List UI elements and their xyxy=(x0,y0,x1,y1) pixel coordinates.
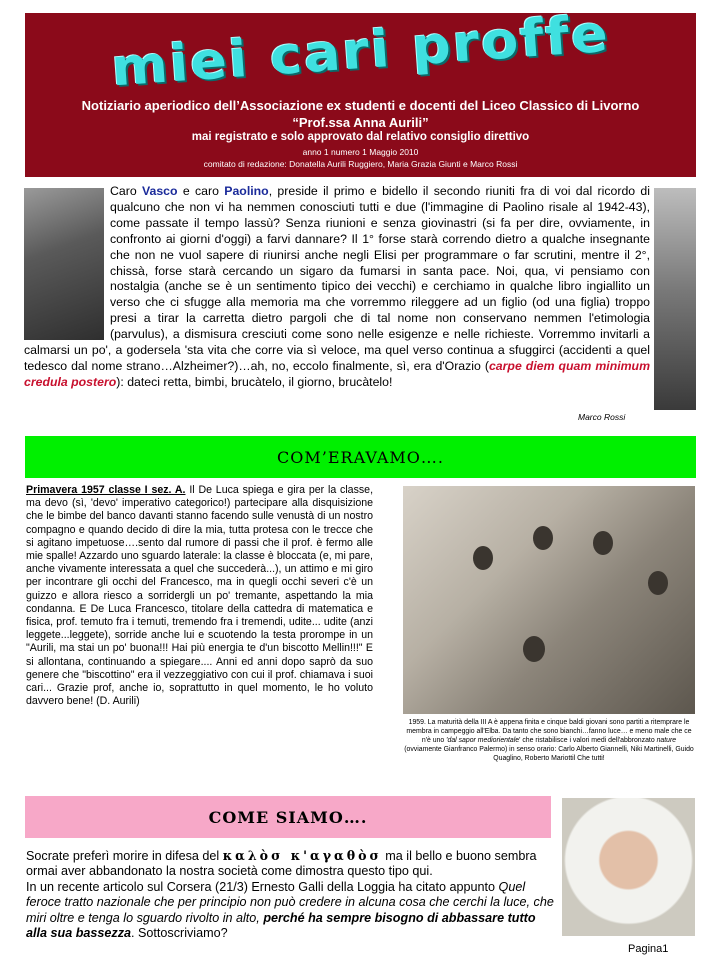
siamo-text-4: . Sottoscriviamo? xyxy=(131,926,228,941)
photo-figure xyxy=(533,526,553,550)
photo-campeggio-elba xyxy=(403,486,695,714)
primavera-article xyxy=(26,484,373,708)
primavera-body: Il De Luca spiega e gira per la classe, ma devo (sì, 'devo' imperativo categorico!) partecipare alla disquisizione che le bimbe del banco davanti stanno facendo sulle venustà di un nostro compagno e quando decido di dire la mia, tutta protesa con le trecce che si agitano impetuose….sento dal rumore di passi che il prof. è fermo alle mie spalle! Azzardo uno sguardo laterale: la classe è bloccata (e, mi pare, anche vivamente interessata a quel che succederà...), un attimo e mi giro per incontrare gli occhi del Francesco, ma in quegli occhi severi c'è un guizzo e allora riesco a sorridergli un po' tremante, aspettando la mia condanna. E De Luca Francesco, titolare della cattedra di matematica e fisica, prof. temuto fra i temuti, tremendo fra i tremendi, udite... udite (anzi leggete...leggete), sorride anche lui e scuotendo la testa prorompe in un "Aurili, ma stai un po' buona!!! Hai più energia te d'un biscotto Mellin!!!" E si allontana, continuando a spiegare.... Anni ed anni dopo saprò da suo genere che "biscottino" era il vezzeggiativo con cui il prof. chiamava i suoi cari... Grazie prof, anche io, soprattutto in quel momento, le ho voluto davvero bene! (D. Aurili) xyxy=(26,484,374,708)
intro-text-2: e caro xyxy=(177,184,225,198)
caption-part: e' che ristabilisce i valori medi dell'abbronzato xyxy=(515,737,657,744)
intro-text-1: Caro xyxy=(110,184,142,198)
intro-signature: Marco Rossi xyxy=(578,412,626,422)
section-band-comesiamo xyxy=(25,796,551,838)
photo-figure xyxy=(593,531,613,555)
section-band-comeravamo xyxy=(25,436,696,478)
registration-note: mai registrato e solo approvato dal relativo consiglio direttivo xyxy=(191,131,530,143)
section-title-comesiamo: COME SIAMO…. xyxy=(208,808,368,827)
photo-figure xyxy=(648,571,668,595)
newsletter-subtitle: Notiziario aperiodico dell’Associazione ex studenti e docenti del Liceo Classico di Livorno “Prof.ssa Anna Aurili” xyxy=(81,98,640,130)
photo-paolino xyxy=(654,188,696,410)
photo-figure xyxy=(473,546,493,570)
issue-info: anno 1 numero 1 Maggio 2010 xyxy=(302,147,419,157)
section-title-comeravamo: COM’ERAVAMO…. xyxy=(277,448,444,467)
editorial-committee: comitato di redazione: Donatella Aurili Ruggiero, Maria Grazia Giunti e Marco Rossi xyxy=(203,159,518,169)
siamo-text-1: Socrate preferì morire in difesa del xyxy=(26,849,223,863)
photo-figure xyxy=(523,636,545,662)
siamo-text-3: In un recente articolo sul Corsera (21/3) Ernesto Galli della Loggia ha citato appunto xyxy=(26,879,499,894)
caption-part: 'dal sapor medioriental xyxy=(446,737,516,744)
intro-letter xyxy=(24,184,650,391)
caption-part: (ovviamente Gianfranco Palermo) in senso orario: Carlo Alberto Giannelli, Niki Martinelli, Guido Quaglino, Roberto Mariottil Che tutti! xyxy=(404,746,694,762)
photo-drag-queen xyxy=(562,798,695,936)
primavera-lead: Primavera 1957 classe I sez. A. xyxy=(26,484,186,496)
name-vasco: Vasco xyxy=(141,184,178,198)
masthead xyxy=(25,3,696,177)
intro-text-3: , preside il primo e bidello il secondo riuniti fra di voi dal ricordo di qualcuno che non vi ha nemmen conosciuti tutti e due (l'immagine di Paolino risale al 1942-43), come passate il tempo lassù? Senza riunioni e senza giovinastri (si fa per dire, ovviamente, in confronto ai giorni d'oggi) a farvi dannare? Il 1° forse starà correndo dietro a qualche insegnante che non ne vuol sapere di riunirsi anche negli Elisi per programmare o far scrutini, mentre il 2°, chissà, forse starà cercando un sigaro da fumarsi in santa pace. Noi, qua, vi pensiamo con nostalgia (anche se è un sentimento tipico dei vecchi) e cerchiamo in qualche libro ingiallito un verso che ci sfugge alla memoria ma che vorremmo rileggere ad un figlio (od una figlia) troppo presi a tirar la carretta dietro pargoli che di tal nome non conservano nemmen l'etimologia (parvulus), a dismisura cresciuti come sono nelle esigenze e nelle richieste. Vorremmo invitarli a calmarsi un po', a godersela 'sta vita che corre via sì veloce, ma quel verso continua a sfuggirci (accidenti a quel tedesco dal nome strano…Alzheimer?)…ah, no, eccolo finalmente, sì, era d'Orazio ( xyxy=(24,184,651,373)
page-number: Pagina1 xyxy=(628,943,669,955)
caption-part: 1959. La maturità della III A è appena finita e cinque baldi giovani sono partiti a ritemprare le membra in campeggio all'Elba. Da tanto che sono bianchi…fanno luce… e meno male che ce n'è uno xyxy=(406,719,692,744)
photo-caption xyxy=(403,718,695,763)
comesiamo-article xyxy=(26,848,556,941)
latin-quote: carpe diem quam minimum credula postero xyxy=(24,358,650,389)
newsletter-logo: miei cari proffe xyxy=(109,3,612,98)
intro-text-4: ): dateci retta, bimbi, brucàtelo, il giorno, brucàtelo! xyxy=(116,374,393,389)
greek-phrase: καλὸσ κ'αγαθὸσ xyxy=(222,848,382,863)
siamo-quote: Quel feroce tratto nazionale che per principio non può credere in alcuna cosa che cerchi la luce, che miri oltre e tenga lo sguardo rivolto in alto, xyxy=(26,879,554,925)
caption-part: nature xyxy=(656,737,677,744)
siamo-text-2: ma il bello e buono sembra ormai aver abbandonato la nostra società come dimostra questo tipo qui. xyxy=(26,849,537,879)
name-paolino: Paolino xyxy=(224,184,269,198)
siamo-quote-bold: perché ha sempre bisogno di abbassare tutto alla sua bassezza xyxy=(26,910,536,941)
